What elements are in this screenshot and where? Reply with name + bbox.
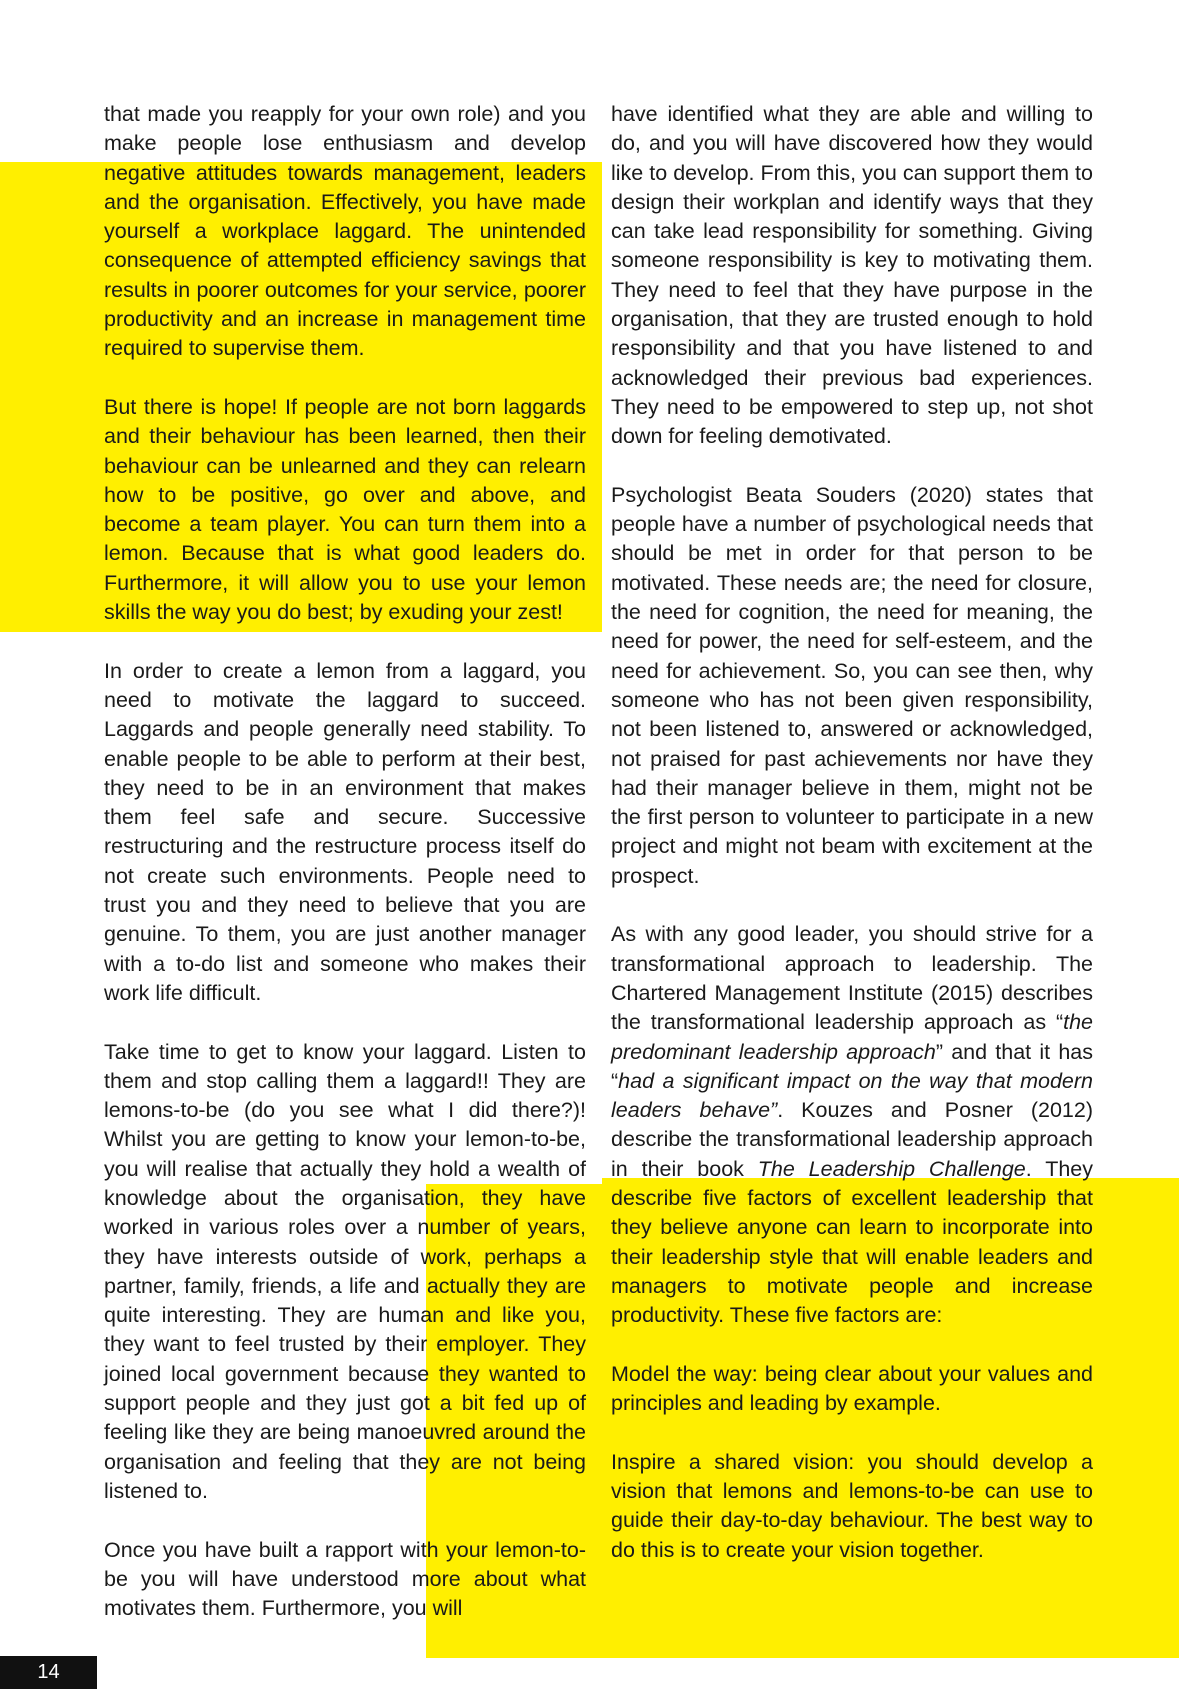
right-paragraph-2: Psychologist Beata Souders (2020) states that people have a number of psychological needs that should be met in order for that person to be motivated. These needs are; the need for closure, the need for cognition, the need for meaning, the need for power, the need for self-esteem, and the need for achievement. So, you can see then, why someone who has not been given responsibility, not been listened to, answered or acknowledged, not praised for past achievements nor have they had their manager believe in them, might not be the first person to volunteer to participate in a new project and might not beam with excitement at the prospect. [611, 482, 1093, 888]
quote-significant-impact: had a significant impact on the way that modern leaders behave” [611, 1068, 1093, 1123]
text-run: . Kouzes and Posner (2012) describe the transformational leadership approach in their book [611, 1098, 1093, 1181]
right-column [611, 100, 1093, 1565]
right-paragraph-4: Model the way: being clear about your values and principles and leading by example. [611, 1361, 1093, 1416]
text-run: . They describe five factors of excellent leadership that they believe anyone can learn to incorporate into their leadership style that will enable leaders and managers to motivate people and increase productivity. These five factors are: [611, 1156, 1093, 1328]
quote-predominant-approach: the predominant leadership approach [611, 1010, 1093, 1064]
left-paragraph-2: But there is hope! If people are not born laggards and their behaviour has been learned, then their behaviour can be unlearned and they can relearn how to be positive, go over and above, and become a team player. You can turn them into a lemon. Because that is what good leaders do. Furthermore, it will allow you to use your lemon skills the way you do best; by exuding your zest! [104, 394, 586, 625]
right-paragraph-3 [611, 920, 1093, 1330]
page-number: 14 [0, 1656, 97, 1689]
text-run: ” and that it has “ [611, 1039, 1094, 1093]
left-paragraph-1: that made you reapply for your own role) and you make people lose enthusiasm and develop negative attitudes towards management, leaders and the organisation. Effectively, you have made yourself a workplace laggard. The unintended consequence of attempted efficiency savings that results in poorer outcomes for your service, poorer productivity and an increase in management time required to supervise them. [104, 102, 586, 361]
right-paragraph-1: have identified what they are able and willing to do, and you will have discovered how they would like to develop. From this, you can support them to design their workplan and identify ways that they can take lead responsibility for something. Giving someone responsibility is key to motivating them. They need to feel that they have purpose in the organisation, that they are trusted enough to hold responsibility and that you have listened to and acknowledged their previous bad experiences. They need to be empowered to step up, not shot down for feeling demotivated. [611, 102, 1093, 449]
left-column [104, 100, 586, 1623]
text-run: As with any good leader, you should strive for a transformational approach to leadership. The Chartered Management Institute (2015) describes the transformational leadership approach as “ [611, 922, 1093, 1035]
left-paragraph-4: Take time to get to know your laggard. Listen to them and stop calling them a laggard!! They are lemons-to-be (do you see what I did there?)! Whilst you are getting to know your lemon-to-be, you will realise that actually they hold a wealth of knowledge about the organisation, they have worked in various roles over a number of years, they have interests outside of work, perhaps a partner, family, friends, a life and actually they are quite interesting. They are human and like you, they want to feel trusted by their employer. They joined local government because they wanted to support people and they just got a bit fed up of feeling like they are being manoeuvred around the organisation and feeling that they are not being listened to. [104, 1039, 586, 1503]
left-paragraph-3: In order to create a lemon from a laggard, you need to motivate the laggard to succeed. Laggards and people generally need stability. To enable people to be able to perform at their best, they need to be in an environment that makes them feel safe and secure. Successive restructuring and the restructure process itself do not create such environments. People need to trust you and they need to believe that you are genuine. To them, you are just another manager with a to-do list and someone who makes their work life difficult. [104, 658, 586, 1005]
left-paragraph-5: Once you have built a rapport with your lemon-to-be you will have understood more about what motivates them. Furthermore, you will [104, 1537, 586, 1621]
right-paragraph-5: Inspire a shared vision: you should develop a vision that lemons and lemons-to-be can use to guide their day-to-day behaviour. The best way to do this is to create your vision together. [611, 1449, 1093, 1562]
book-title: The Leadership Challenge [757, 1156, 1026, 1181]
